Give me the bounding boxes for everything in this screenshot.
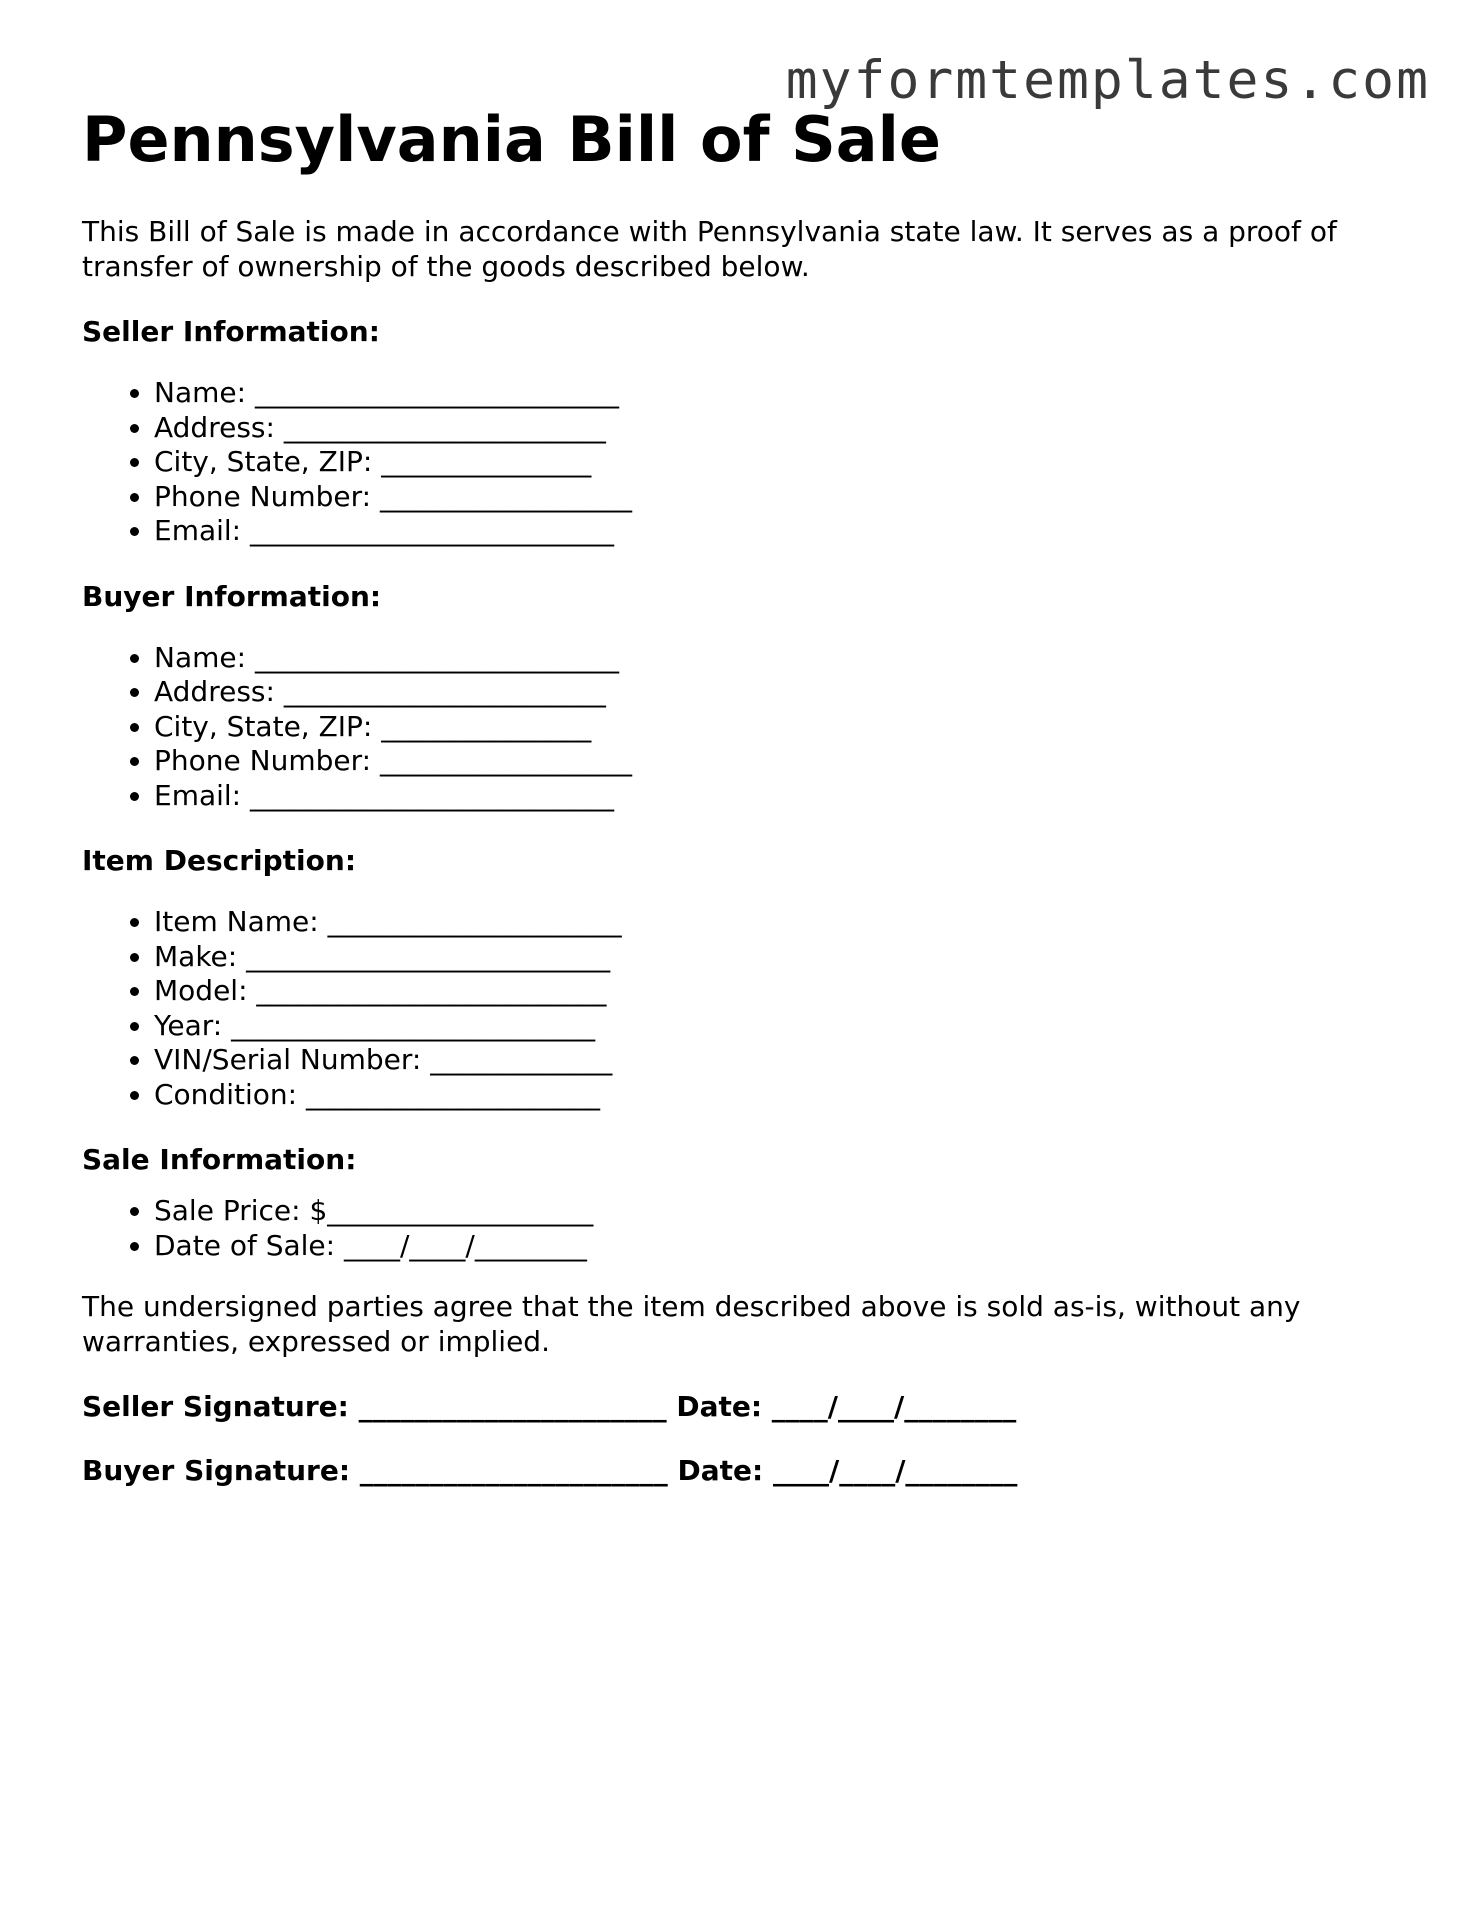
- buyer-signature-line: Buyer Signature: ______________________ Date: ____/____/________: [82, 1454, 1018, 1487]
- buyer-city-state-zip-field: • City, State, ZIP: _______________: [154, 710, 1412, 745]
- seller-address-field: • Address: _______________________: [154, 411, 1412, 446]
- item-field-list: [82, 905, 1412, 1112]
- intro-paragraph: This Bill of Sale is made in accordance with Pennsylvania state law. It serves as a proof of transfer of ownership of the goods described below.: [82, 215, 1337, 283]
- seller-heading: Seller Information:: [82, 315, 380, 348]
- seller-city-state-zip-field: • City, State, ZIP: _______________: [154, 445, 1412, 480]
- seller-phone-field: • Phone Number: __________________: [154, 480, 1412, 515]
- buyer-field-list: [82, 641, 1412, 814]
- item-name-field: • Item Name: _____________________: [154, 905, 1412, 940]
- sale-field-list: [82, 1194, 1412, 1263]
- buyer-heading: Buyer Information:: [82, 579, 382, 613]
- page-title: Pennsylvania Bill of Sale: [82, 103, 941, 176]
- item-vin-field: • VIN/Serial Number: _____________: [154, 1043, 1412, 1078]
- buyer-phone-field: • Phone Number: __________________: [154, 744, 1412, 779]
- seller-email-field: • Email: __________________________: [154, 514, 1412, 549]
- document-body: [82, 100, 1412, 1491]
- seller-signature-line: Seller Signature: ______________________ Date: ____/____/________: [82, 1390, 1017, 1423]
- seller-name-field: • Name: __________________________: [154, 376, 1412, 411]
- item-condition-field: • Condition: _____________________: [154, 1078, 1412, 1113]
- buyer-email-field: • Email: __________________________: [154, 779, 1412, 814]
- disclaimer-paragraph: The undersigned parties agree that the item described above is sold as-is, without any warranties, expressed or implied.: [82, 1290, 1301, 1358]
- seller-field-list: [82, 376, 1412, 549]
- buyer-name-field: • Name: __________________________: [154, 641, 1412, 676]
- sale-date-field: • Date of Sale: ____/____/________: [154, 1229, 1412, 1264]
- sale-price-field: • Sale Price: $___________________: [154, 1194, 1412, 1229]
- item-make-field: • Make: __________________________: [154, 940, 1412, 975]
- buyer-address-field: • Address: _______________________: [154, 675, 1412, 710]
- item-heading: Item Description:: [82, 844, 357, 877]
- item-year-field: • Year: __________________________: [154, 1009, 1412, 1044]
- sale-heading: Sale Information:: [82, 1143, 357, 1176]
- item-model-field: • Model: _________________________: [154, 974, 1412, 1009]
- watermark-text: myformtemplates.com: [785, 50, 1430, 111]
